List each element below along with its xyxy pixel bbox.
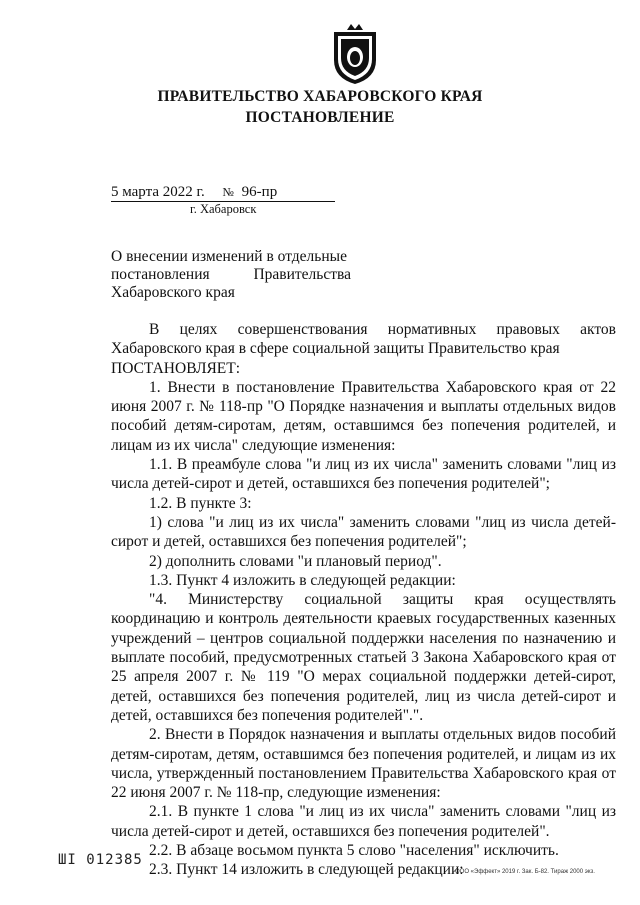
serial-number: ШI 012385: [58, 852, 143, 868]
paragraph: 2) дополнить словами "и плановый период".: [149, 552, 442, 570]
document-date: 5 марта 2022 г.: [111, 184, 205, 200]
paragraph: 1.3. Пункт 4 изложить в следующей редакции:: [149, 571, 456, 589]
paragraph: 2.1. В пункте 1 слова "и лиц из их числа" заменить словами "лиц из числа детей-сирот и детей, оставшихся без попечения родителей".: [111, 803, 616, 840]
paragraph: В целях совершенствования нормативных правовых актов Хабаровского края в сфере социальной защиты Правительство края: [111, 321, 616, 358]
city: г. Хабаровск: [190, 202, 257, 216]
document-number: 96-пр: [241, 184, 278, 200]
printer-imprint: ООО «Эффект» 2019 г. Зак. Б-82. Тираж 2000 экз.: [455, 869, 595, 875]
subject-line-3: Хабаровского края: [111, 284, 235, 301]
paragraph: "4. Министерству социальной защиты края осуществлять координацию и контроль деятельности краевых государственных казенных учреждений – центров социальной поддержки населения по назначению и выплате пособий, предусмотренных статьей 3 Закона Хабаровского края от 25 апреля 2007 г. № 119 "О мерах социальной поддержки детей-сирот, детей, оставшихся без попечения родителей, лиц из числа детей-сирот и детей, оставшихся без попечения родителей".".: [111, 591, 616, 724]
document-type: ПОСТАНОВЛЕНИЕ: [245, 109, 395, 126]
paragraph: 1.1. В преамбуле слова "и лиц из их числа" заменить словами "лиц из числа детей-сирот и детей, оставшихся без попечения родителей";: [111, 456, 616, 493]
paragraph: 1.2. В пункте 3:: [149, 494, 252, 512]
subject-line-2-right: Правительства: [253, 266, 351, 283]
document-body: [111, 320, 616, 880]
government-name: ПРАВИТЕЛЬСТВО ХАБАРОВСКОГО КРАЯ: [157, 88, 483, 105]
paragraph: 1) слова "и лиц из их числа" заменить словами "лиц из числа детей-сирот и детей, оставшихся без попечения родителей";: [111, 513, 616, 551]
subject-line-1: О внесении изменений в отдельные: [111, 248, 347, 265]
date-number-line: [111, 183, 335, 202]
number-label: №: [222, 185, 234, 199]
paragraph: 2.3. Пункт 14 изложить в следующей редакции:: [149, 861, 464, 879]
paragraph: 2. Внести в Порядок назначения и выплаты отдельных видов пособий детям-сиротам, детям, оставшимся без попечения родителей, и лицам из их числа, утвержденный постановлением Правительства Хабаровского края от 22 июня 2007 г. № 118-пр, следующие изменения:: [111, 726, 616, 802]
resolves-heading: ПОСТАНОВЛЯЕТ:: [111, 359, 241, 377]
subject-line-2: [111, 266, 351, 284]
subject-line-2-left: постановления: [111, 266, 210, 283]
paragraph: 1. Внести в постановление Правительства Хабаровского края от 22 июня 2007 г. № 118-пр "О Порядке назначения и выплаты отдельных видов пособий детям-сиротам, детям, оставшимся без попечения родителей, и лицам из их числа" следующие изменения:: [111, 378, 616, 454]
paragraph: 2.2. В абзаце восьмом пункта 5 слово "населения" исключить.: [149, 842, 559, 860]
document-subject: [111, 248, 351, 302]
coat-of-arms-icon: [330, 24, 380, 86]
